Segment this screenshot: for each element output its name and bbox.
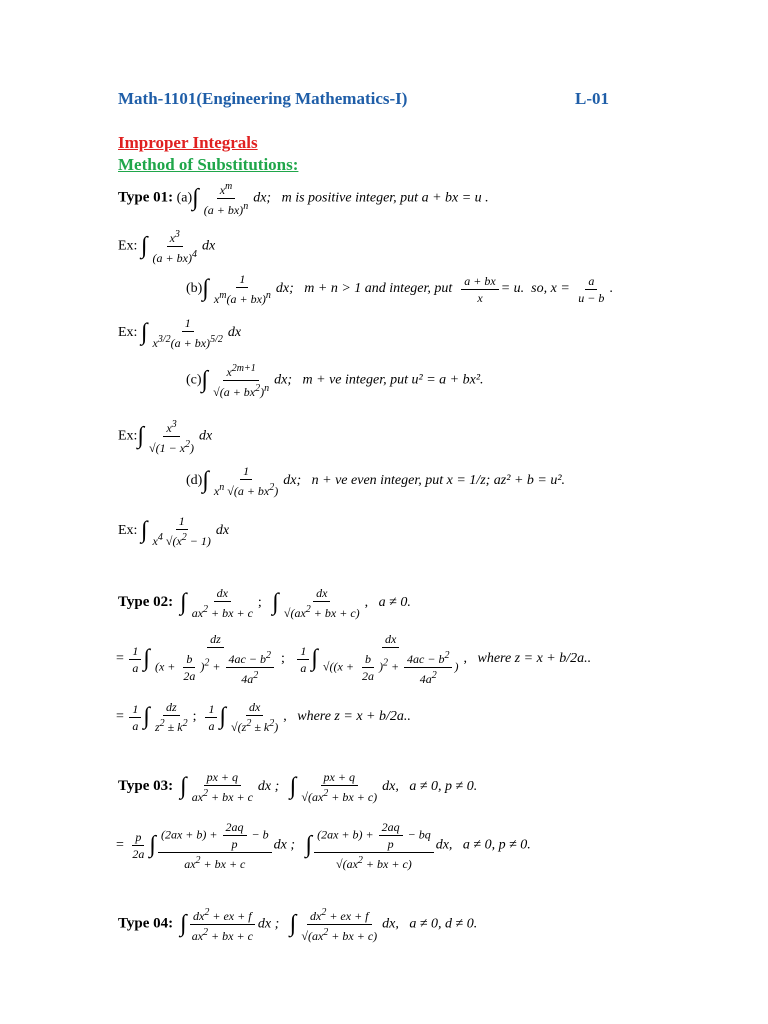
- example-line: Ex: ∫ $\frac{x^3}{(a + bx)^4}$ dx: [118, 229, 216, 265]
- type01-d-line: (d)∫ $\frac{1}{x^n √(a + bx^2)}$ dx; n + ve even integer, put x = 1/z; az² + b = u².: [186, 464, 566, 498]
- type02-step1: = $\frac{1}{a}$ ∫ dz (x + $\frac{b}{2a}$ )$^2$ + $\frac{4ac - b^2}{4a^2}$ ; $\frac{1}{a}$ ∫ dx √((x + $\frac{b}{2a}$ )$^2$ + $\frac{4ac - b^2}{4a^2}$ ) , where z = x + b/2a..: [116, 632, 592, 686]
- type01-a-line: Type 01: (a)∫ $\frac{x^m}{(a + bx)^n}$ dx; m is positive integer, put a + bx = u .: [118, 181, 489, 217]
- example-line: Ex:∫ $\frac{x^3}{√(1 - x^2)}$ dx: [118, 419, 213, 455]
- topic-heading: Improper Integrals: [118, 133, 258, 152]
- example-line: Ex: ∫ $\frac{1}{x^4 √(x^2 - 1)}$ dx: [118, 514, 230, 548]
- type01-c-line: (c)∫ $\frac{x^{2m+1}}{√(a + bx^2)^n}$ dx; m + ve integer, put u² = a + bx².: [186, 363, 484, 399]
- type01-b-line: (b)∫ $\frac{1}{x^m(a + bx)^n}$ dx; m + n > 1 and integer, put $\frac{a + bx}{x}$ = u. so, x = $\frac{a}{u - b}$ .: [186, 272, 613, 306]
- type02-line: Type 02: ∫ $\frac{dx}{ax^2 + bx + c}$ ; ∫ $\frac{dx}{√(ax^2 + bx + c)}$ , a ≠ 0.: [118, 586, 411, 620]
- type04-line: Type 04: ∫ $\frac{dx^2 + ex + f}{ax^2 + bx + c}$ dx ; ∫ $\frac{dx^2 + ex + f}{√(ax^2 + bx + c)}$ dx, a ≠ 0, d ≠ 0.: [118, 907, 478, 943]
- type03-step: = $\frac{p}{2a}$ ∫ (2ax + b) + $\frac{2aq}{p}$ − b $ax^2$ + bx + c dx ; ∫ (2ax + b) + $\frac{2aq}{p}$ − bq $√(ax^2$ + bx + c) dx, a ≠ 0, p ≠ 0.: [116, 820, 531, 871]
- type02-step2: = $\frac{1}{a}$ ∫ $\frac{dz}{z^2 \pm k^2}$ ; $\frac{1}{a}$ ∫ $\frac{dx}{√(z^2 \pm k^2)}$ , where z = x + b/2a..: [116, 700, 411, 734]
- example-line: Ex: ∫ $\frac{1}{x^{3/2}(a + bx)^{5/2}}$ dx: [118, 316, 242, 350]
- fraction: $\frac{x^m}{(a + bx)^n}$: [203, 181, 249, 217]
- lecture-code: L-01: [575, 89, 609, 108]
- method-heading: Method of Substitutions:: [118, 155, 299, 174]
- course-title: Math-1101(Engineering Mathematics-I): [118, 89, 408, 108]
- type01-label: Type 01:: [118, 189, 174, 206]
- type03-line: Type 03: ∫ $\frac{px + q}{ax^2 + bx + c}$ dx ; ∫ $\frac{px + q}{√(ax^2 + bx + c)}$ dx, a ≠ 0, p ≠ 0.: [118, 770, 478, 804]
- type01-a-note: m is positive integer, put a + bx = u .: [281, 190, 489, 206]
